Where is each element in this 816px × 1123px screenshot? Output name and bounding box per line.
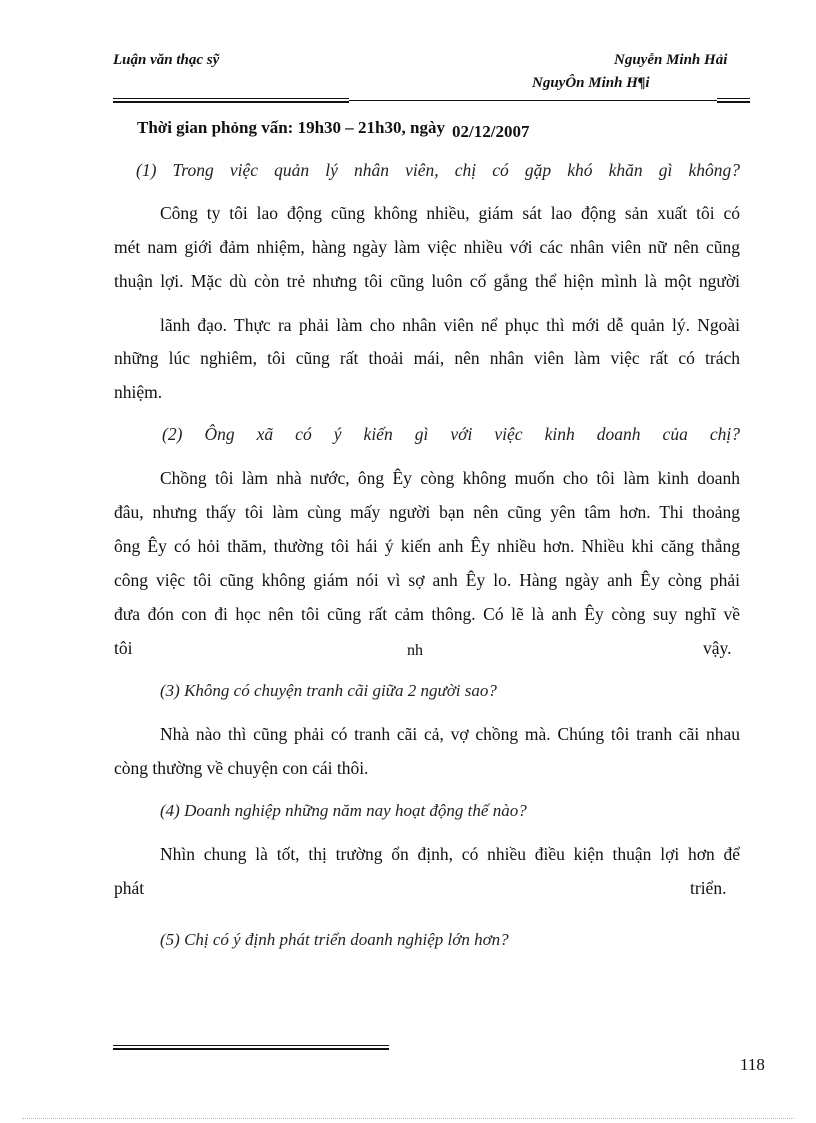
header-rule-middle: [349, 100, 717, 101]
page-number: 118: [740, 1055, 765, 1074]
header-rule-right-top: [717, 98, 750, 99]
answer-1-line-2: mét nam giới đảm nhiệm, hàng ngày làm việc nhiều với các nhân viên nữ nên cũng: [114, 237, 740, 257]
interview-time-label: Thời gian phỏng vấn:: [137, 118, 294, 137]
question-1: (1) Trong việc quản lý nhân viên, chị có gặp khó khăn gì không?: [136, 160, 740, 180]
answer-2-line-2: đâu, nhưng thấy tôi làm cùng mấy người bạn nên cũng yên tâm hơn. Thi thoảng: [114, 502, 740, 522]
interview-date: 02/12/2007: [452, 122, 530, 141]
answer-1-line-4: lãnh đạo. Thực ra phải làm cho nhân viên nể phục thì mới dễ quản lý. Ngoài: [160, 315, 740, 335]
answer-1-line-6: nhiệm.: [114, 382, 163, 402]
answer-4-last-word-2: triển.: [690, 878, 727, 898]
answer-1-line-3: thuận lợi. Mặc dù còn trẻ nhưng tôi cũng luôn cố gắng thể hiện mình là một người: [114, 271, 740, 291]
answer-3-line-1: Nhà nào thì cũng phải có tranh cãi cả, vợ chồng mà. Chúng tôi tranh cãi nhau: [160, 724, 740, 744]
page-bottom-edge: [22, 1118, 794, 1119]
answer-1-line-1: Công ty tôi lao động cũng không nhiều, giám sát lao động sản xuất tôi có: [160, 203, 740, 223]
interview-time-range: 19h30 – 21h30, ngày: [297, 118, 445, 137]
answer-2-line-1: Chồng tôi làm nhà nước, ông Êy còng không muốn cho tôi làm kinh doanh: [160, 468, 740, 488]
header-rule-left-top: [113, 98, 349, 99]
answer-2-last-word-2: nh: [407, 642, 423, 659]
question-5: (5) Chị có ý định phát triển doanh nghiệp lớn hơn?: [160, 930, 509, 949]
header-left-title: Luận văn thạc sỹ: [113, 52, 220, 68]
answer-4-line-1: Nhìn chung là tốt, thị trường ổn định, có nhiều điều kiện thuận lợi hơn để: [160, 844, 740, 864]
header-rule-left-bottom: [113, 101, 349, 103]
answer-2-line-3: ông Êy có hỏi thăm, thường tôi hái ý kiến anh Êy nhiều hơn. Nhiều khi căng thẳng: [114, 536, 740, 556]
answer-4-last-word-1: phát: [114, 878, 145, 898]
header-rule-right-bottom: [717, 101, 750, 103]
interview-time: [137, 118, 445, 138]
answer-2-last-word-1: tôi: [114, 638, 133, 658]
question-3: (3) Không có chuyện tranh cãi giữa 2 người sao?: [160, 681, 497, 700]
answer-1-line-5: những lúc nghiêm, tôi cũng rất thoải mái, nên nhân viên làm việc rất có trách: [114, 348, 740, 368]
answer-2-line-5: đưa đón con đi học nên tôi cũng rất cảm thông. Có lẽ là anh Êy còng suy nghĩ về: [114, 604, 740, 624]
question-4: (4) Doanh nghiệp những năm nay hoạt động thế nào?: [160, 801, 527, 820]
footer-rule-top: [113, 1045, 389, 1046]
header-author: Nguyễn Minh Hải: [614, 52, 728, 68]
answer-2-line-4: công việc tôi cũng không giám nói vì sợ anh Êy lo. Hàng ngày anh Êy còng phải: [114, 570, 740, 590]
question-2: (2) Ông xã có ý kiến gì với việc kinh doanh của chị?: [162, 424, 740, 444]
header-author-garbled: NguyÔn Minh H¶i: [532, 75, 650, 91]
answer-2-last-word-3: vậy.: [703, 638, 732, 658]
answer-3-line-2: còng thường về chuyện con cái thôi.: [114, 758, 369, 778]
footer-rule-bottom: [113, 1048, 389, 1050]
